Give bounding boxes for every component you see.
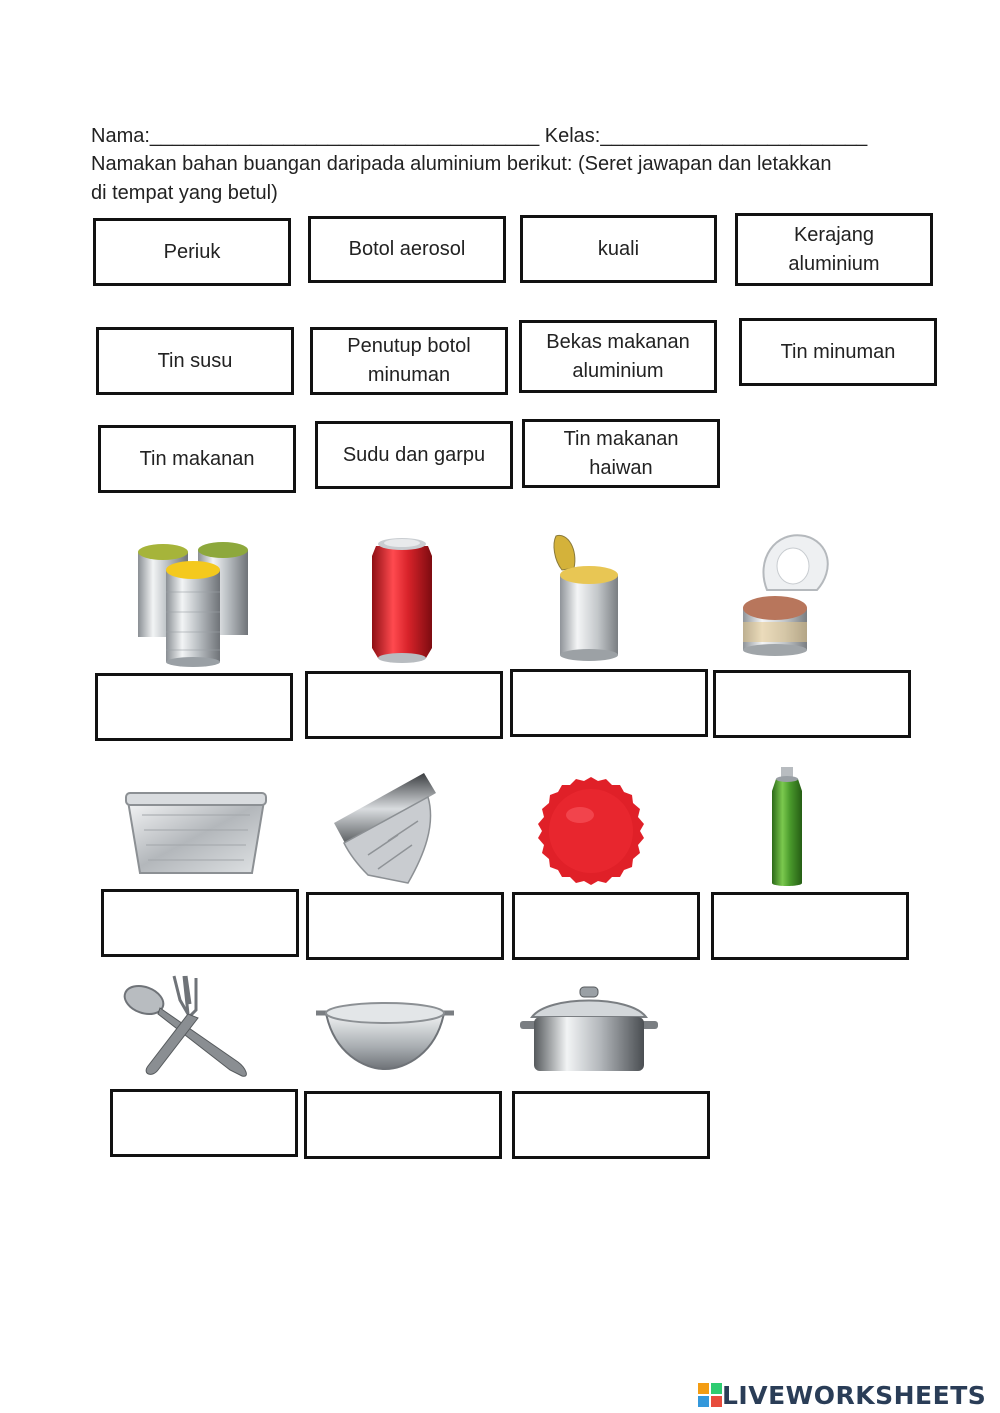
food-cans-icon — [128, 532, 258, 667]
answer-periuk[interactable]: Periuk — [93, 218, 291, 286]
drop-box-foil-roll[interactable] — [306, 892, 504, 960]
answer-kerajang-aluminium[interactable]: Kerajang aluminium — [735, 213, 933, 286]
name-class-line: Nama:___________________________________ Kelas:________________________ — [91, 125, 868, 147]
wok-icon — [314, 993, 456, 1073]
drop-box-food-cans[interactable] — [95, 673, 293, 741]
drop-box-wok[interactable] — [304, 1091, 502, 1159]
answer-sudu-dan-garpu[interactable]: Sudu dan garpu — [315, 421, 513, 489]
liveworksheets-brand — [698, 1380, 986, 1410]
drop-box-drink-can[interactable] — [305, 671, 503, 739]
drink-can-icon — [362, 530, 442, 665]
drop-box-spoon-fork[interactable] — [110, 1089, 298, 1157]
answer-tin-makanan-haiwan[interactable]: Tin makanan haiwan — [522, 419, 720, 488]
pet-food-can-icon — [735, 530, 835, 660]
bottle-cap-icon — [536, 775, 646, 887]
instruction-line-1: Namakan bahan buangan daripada aluminium berikut: (Seret jawapan dan letakkan — [91, 153, 832, 175]
drop-box-foil-tray[interactable] — [101, 889, 299, 957]
drop-box-aerosol-bottle[interactable] — [711, 892, 909, 960]
foil-tray-icon — [122, 785, 270, 880]
answer-kuali[interactable]: kuali — [520, 215, 717, 283]
foil-roll-icon — [328, 765, 440, 890]
answer-tin-susu[interactable]: Tin susu — [96, 327, 294, 395]
drop-box-pet-food-can[interactable] — [713, 670, 911, 738]
answer-penutup-botol-minuman[interactable]: Penutup botol minuman — [310, 327, 508, 395]
answer-botol-aerosol[interactable]: Botol aerosol — [308, 216, 506, 283]
answer-tin-minuman[interactable]: Tin minuman — [739, 318, 937, 386]
drop-box-pot[interactable] — [512, 1091, 710, 1159]
answer-tin-makanan[interactable]: Tin makanan — [98, 425, 296, 493]
milk-can-icon — [548, 530, 628, 665]
liveworksheets-logo-icon — [698, 1383, 722, 1407]
spoon-fork-icon — [118, 970, 268, 1080]
pot-icon — [518, 983, 660, 1078]
drop-box-bottle-cap[interactable] — [512, 892, 700, 960]
aerosol-bottle-icon — [766, 765, 808, 890]
instruction-line-2: di tempat yang betul) — [91, 182, 278, 204]
drop-box-milk-can[interactable] — [510, 669, 708, 737]
answer-bekas-makanan-aluminium[interactable]: Bekas makanan aluminium — [519, 320, 717, 393]
brand-text: LIVEWORKSHEETS — [722, 1380, 987, 1410]
